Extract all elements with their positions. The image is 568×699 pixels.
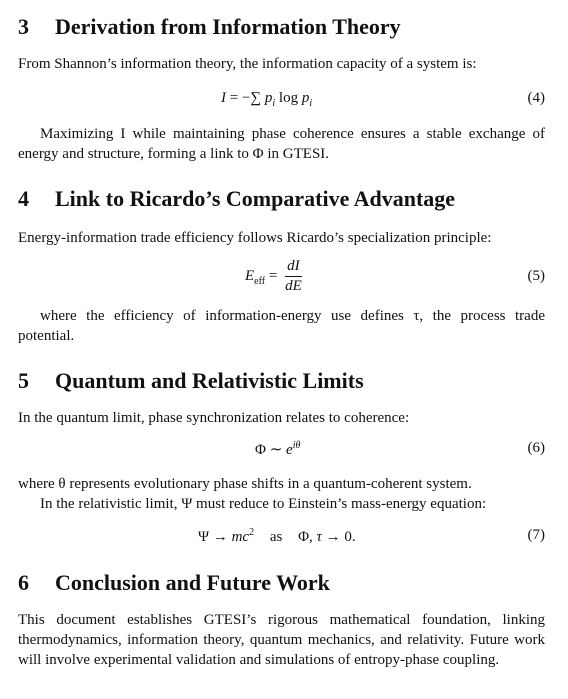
paragraph: Maximizing I while maintaining phase coherence ensures a stable exchange of energy and structure, forming a link to Φ in GTESI. (18, 126, 545, 162)
equation-5 (18, 256, 545, 300)
equation-number: (5) (527, 268, 545, 284)
section-5-heading (18, 368, 545, 398)
fraction (285, 258, 302, 295)
section-title: Link to Ricardo’s Comparative Advantage (55, 186, 456, 211)
paragraph: From Shannon’s information theory, the information capacity of a system is: (18, 56, 477, 72)
section-title: Conclusion and Future Work (55, 570, 330, 595)
paragraph: where θ represents evolutionary phase shifts in a quantum-coherent system. (18, 476, 472, 492)
section-title: Quantum and Relativistic Limits (55, 368, 364, 393)
equation-body: I = −∑ $p_i$ $\log p_i$ (221, 90, 313, 109)
section-number: 5 (18, 368, 29, 393)
equation-4 (18, 88, 545, 116)
equation-body: $E_{eff}$ = $\frac{dI}{dE}$ (245, 258, 302, 294)
section-number: 6 (18, 570, 29, 595)
section-number: 4 (18, 186, 29, 211)
denominator: dE (285, 278, 302, 294)
paragraph: This document establishes GTESI’s rigorous mathematical foundation, linking thermodynamics, information theory, quantum mechanics, and relativity. Future work will involve experimental validation and simulations of entropy-phase coupling. (18, 612, 545, 668)
section-number: 3 (18, 14, 29, 39)
paragraph: where the efficiency of information-energy use defines τ, the process trade potential. (18, 308, 545, 344)
equation-body: $\Psi \to mc^2$ as Φ, τ → 0. (198, 527, 356, 545)
equation-number: (4) (527, 90, 545, 106)
section-3-heading (18, 14, 545, 44)
section-title: Derivation from Information Theory (55, 14, 401, 39)
equation-6 (18, 438, 545, 466)
equation-body: Φ ∼ $e^{i\theta}$ (255, 440, 301, 458)
paragraph: In the quantum limit, phase synchronization relates to coherence: (18, 410, 410, 426)
numerator: dI (285, 258, 302, 277)
equation-number: (7) (527, 527, 545, 543)
section-6-heading (18, 570, 545, 600)
section-4-heading (18, 186, 545, 216)
paragraph: In the relativistic limit, Ψ must reduce to Einstein’s mass-energy equation: (40, 496, 487, 512)
equation-7 (18, 525, 545, 553)
equation-number: (6) (527, 440, 545, 456)
paragraph: Energy-information trade efficiency follows Ricardo’s specialization principle: (18, 230, 492, 246)
